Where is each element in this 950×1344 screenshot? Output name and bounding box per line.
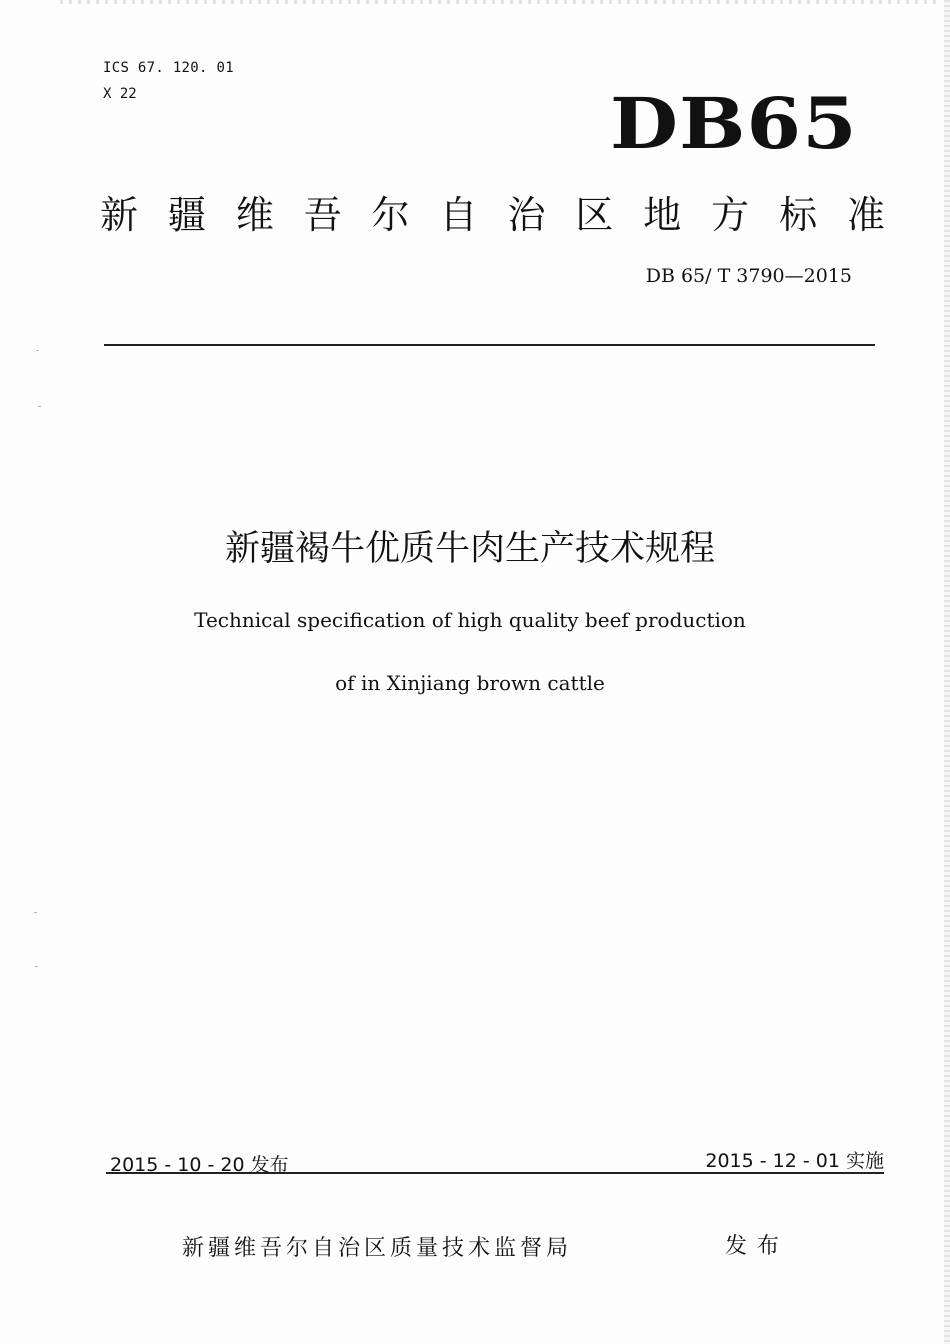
header-divider: [104, 344, 875, 346]
footer-divider: [106, 1172, 884, 1174]
scan-speck: [38, 406, 41, 407]
document-title-en-line1: Technical specification of high quality beef production: [194, 608, 746, 632]
scan-speck: [34, 912, 37, 913]
issue-label: 发布: [725, 1234, 790, 1259]
issuing-title-char: 地: [643, 193, 682, 237]
issuing-title-char: 疆: [167, 193, 206, 237]
issuing-title-char: 治: [507, 193, 546, 237]
issuing-title-char: 尔: [371, 193, 410, 237]
scan-speck: [35, 966, 38, 967]
document-title-en-line2: of in Xinjiang brown cattle: [335, 671, 605, 695]
issuing-title-char: 吾: [303, 193, 342, 237]
scan-edge-right: [944, 0, 950, 1344]
scan-edge-top: [60, 0, 940, 4]
issuing-title-char: 标: [779, 193, 818, 237]
standard-mark: DB65: [610, 82, 858, 165]
issuing-title-char: 方: [711, 193, 750, 237]
issuing-title-char: 新: [100, 193, 139, 237]
scan-speck: [36, 350, 39, 351]
issuing-authority: 新疆维吾尔自治区质量技术监督局: [182, 1236, 573, 1261]
issuing-title-char: 区: [575, 193, 614, 237]
issuing-title-char: 自: [439, 193, 478, 237]
issuing-body-title: [100, 190, 885, 240]
document-title-zh: 新疆褐牛优质牛肉生产技术规程: [224, 529, 715, 569]
ics-code: ICS 67. 120. 01: [103, 60, 234, 76]
classification-code: X 22: [103, 86, 137, 102]
issuing-title-char: 维: [235, 193, 274, 237]
issuing-title-char: 准: [846, 193, 885, 237]
implement-date: 2015 - 12 - 01 实施: [705, 1150, 884, 1172]
standard-number: DB 65/ T 3790—2015: [645, 265, 852, 287]
publish-date: 2015 - 10 - 20 发布: [110, 1154, 289, 1176]
